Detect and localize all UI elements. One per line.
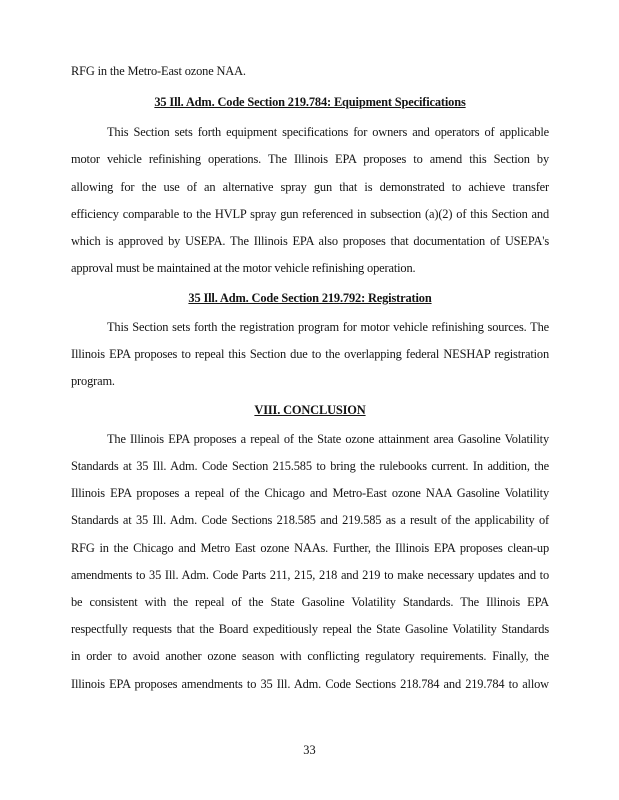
text-line: respectfully requests that the Board expeditiously repeal the State Gasoline Volatility Standards: [71, 622, 549, 636]
text-line: efficiency comparable to the HVLP spray gun referenced in subsection (a)(2) of this Section and: [71, 207, 549, 221]
text-line: approval must be maintained at the motor vehicle refinishing operation.: [71, 261, 416, 275]
text-line: which is approved by USEPA. The Illinois EPA also proposes that documentation of USEPA's: [71, 234, 549, 248]
page-number: 33: [303, 743, 316, 757]
section-heading: 35 Ill. Adm. Code Section 219.792: Registration: [188, 291, 432, 305]
conclusion-heading: VIII. CONCLUSION: [254, 403, 366, 417]
text-line: amendments to 35 Ill. Adm. Code Parts 211, 215, 218 and 219 to make necessary updates and to: [71, 568, 549, 582]
text-line: motor vehicle refinishing operations. The Illinois EPA proposes to amend this Section by: [71, 152, 549, 166]
section-heading: 35 Ill. Adm. Code Section 219.784: Equipment Specifications: [154, 95, 466, 109]
text-line: Illinois EPA proposes to repeal this Section due to the overlapping federal NESHAP registration: [71, 347, 549, 361]
text-line: in order to avoid another ozone season with conflicting regulatory requirements. Finally, the: [71, 649, 549, 663]
text-line: RFG in the Metro-East ozone NAA.: [71, 64, 246, 78]
text-line: The Illinois EPA proposes a repeal of the State ozone attainment area Gasoline Volatility: [107, 432, 549, 446]
text-line: program.: [71, 374, 115, 388]
text-line: Standards at 35 Ill. Adm. Code Sections 218.585 and 219.585 as a result of the applicability of: [71, 513, 549, 527]
text-line: RFG in the Chicago and Metro East ozone NAAs. Further, the Illinois EPA proposes clean-up: [71, 541, 549, 555]
text-line: This Section sets forth the registration program for motor vehicle refinishing sources. The: [107, 320, 549, 334]
text-line: Illinois EPA proposes amendments to 35 Ill. Adm. Code Sections 218.784 and 219.784 to allow: [71, 677, 549, 691]
text-line: be consistent with the repeal of the State Gasoline Volatility Standards. The Illinois EPA: [71, 595, 549, 609]
text-line: allowing for the use of an alternative spray gun that is demonstrated to achieve transfer: [71, 180, 549, 194]
text-line: This Section sets forth equipment specifications for owners and operators of applicable: [107, 125, 549, 139]
text-line: Illinois EPA proposes a repeal of the Chicago and Metro-East ozone NAA Gasoline Volatility: [71, 486, 549, 500]
text-line: Standards at 35 Ill. Adm. Code Section 215.585 to bring the rulebooks current. In addition, the: [71, 459, 549, 473]
